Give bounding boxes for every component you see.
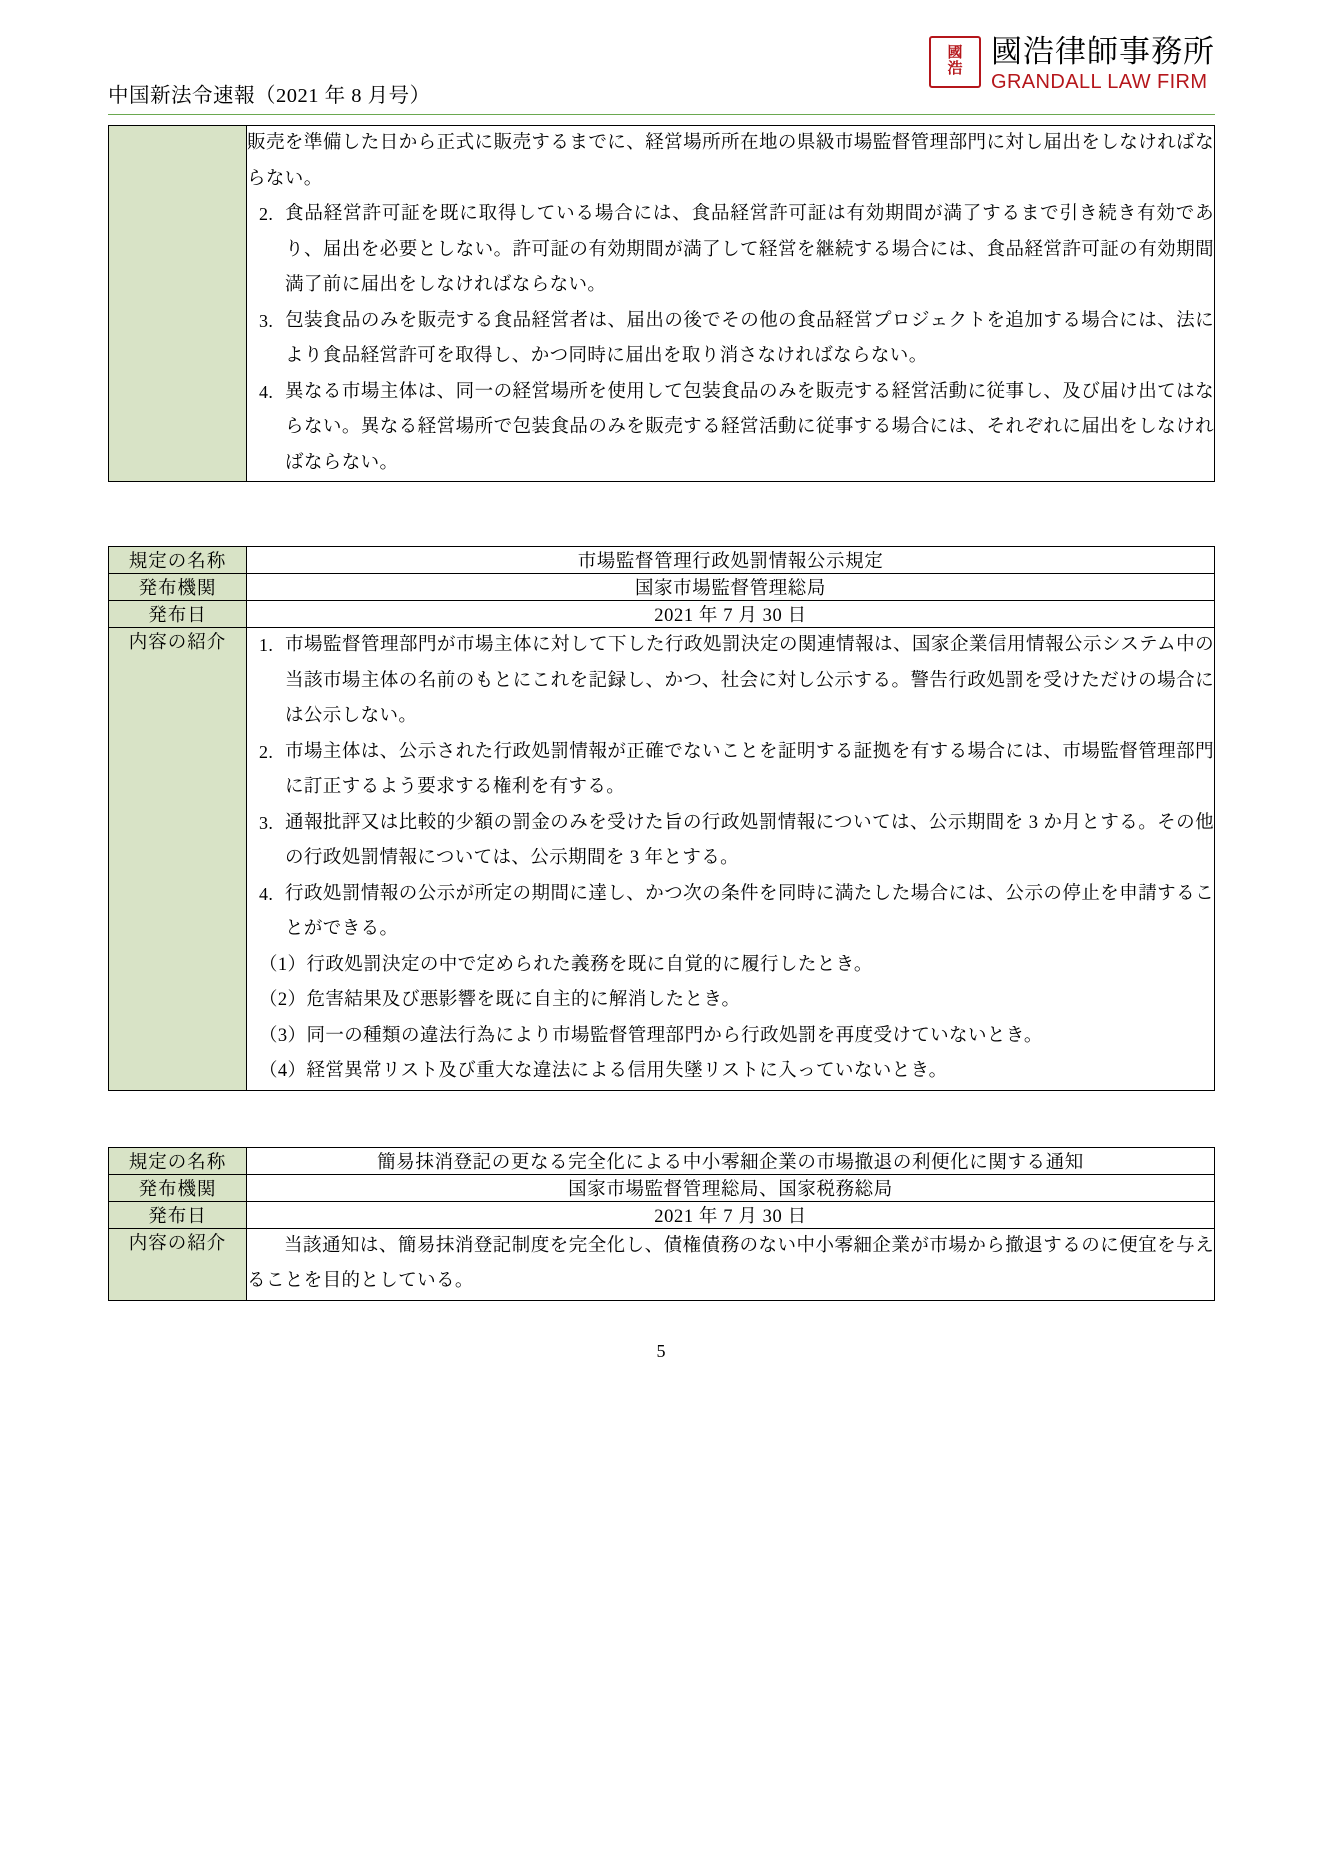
list-item-number: 2. <box>259 741 274 762</box>
document-title: 中国新法令速報（2021 年 8 月号） <box>108 85 431 107</box>
list-item-text: 市場主体は、公示された行政処罰情報が正確でないことを証明する証拠を有する場合には、市場監督管理部門に訂正するよう要求する権利を有する。 <box>285 741 1214 798</box>
sub-item: （2）危害結果及び悪影響を既に自主的に解消したとき。 <box>259 990 741 1011</box>
row-value: 簡易抹消登記の更なる完全化による中小零細企業の市場撤退の利便化に関する通知 <box>247 1147 1215 1174</box>
table-row <box>109 574 1215 601</box>
row-value: 国家市場監督管理総局、国家税務総局 <box>247 1174 1215 1201</box>
list-item-number: 4. <box>259 381 274 402</box>
table-row <box>109 126 1215 482</box>
row-value: 2021 年 7 月 30 日 <box>247 1201 1215 1228</box>
list-item-number: 3. <box>259 812 274 833</box>
list-item <box>247 304 1214 375</box>
list-item-text: 包装食品のみを販売する食品経営者は、届出の後でその他の食品経営プロジェクトを追加する場合には、法により食品経営許可を取得し、かつ同時に届出を取り消さなければならない。 <box>285 310 1214 367</box>
list-item-number: 4. <box>259 883 274 904</box>
list-item <box>247 197 1214 304</box>
firm-logo <box>929 36 1215 94</box>
list-item-text: 食品経営許可証を既に取得している場合には、食品経営許可証は有効期間が満了するまで引き続き有効であり、届出を必要としない。許可証の有効期間が満了して経営を継続する場合には、食品経営許可証の有効期間満了前に届出をしなければならない。 <box>285 204 1214 296</box>
row-value: 市場監督管理行政処罰情報公示規定 <box>247 547 1215 574</box>
sub-item: （3）同一の種類の違法行為により市場監督管理部門から行政処罰を再度受けていないとき。 <box>259 1025 1043 1046</box>
seal-char-bottom: 浩 <box>947 61 963 77</box>
table2-item-list <box>247 628 1214 948</box>
table-continued-content <box>108 125 1215 482</box>
list-item-number: 2. <box>259 204 274 225</box>
table-row <box>109 1201 1215 1228</box>
table1-label-cell <box>109 126 247 482</box>
sub-item: （1）行政処罰決定の中で定められた義務を既に自覚的に履行したとき。 <box>259 954 873 975</box>
seal-icon <box>929 36 981 88</box>
spacer <box>0 1091 1323 1147</box>
page-header <box>0 0 1323 125</box>
list-item <box>247 735 1214 806</box>
spacer <box>0 482 1323 546</box>
table2-content-cell <box>247 628 1215 1091</box>
row-label: 規定の名称 <box>109 1147 247 1174</box>
table3-content-cell <box>247 1228 1215 1300</box>
list-item-text: 行政処罰情報の公示が所定の期間に達し、かつ次の条件を同時に満たした場合には、公示の停止を申請することができる。 <box>285 883 1214 940</box>
row-value: 2021 年 7 月 30 日 <box>247 601 1215 628</box>
table-regulation-3 <box>108 1147 1215 1301</box>
content-paragraph: 当該通知は、簡易抹消登記制度を完全化し、債権債務のない中小零細企業が市場から撤退するのに便宜を与えることを目的としている。 <box>247 1235 1214 1292</box>
list-item-text: 市場監督管理部門が市場主体に対して下した行政処罰決定の関連情報は、国家企業信用情報公示システム中の当該市場主体の名前のもとにこれを記録し、かつ、社会に対し公示する。警告行政処罰を受けただけの場合には公示しない。 <box>285 635 1214 727</box>
row-label: 発布機関 <box>109 574 247 601</box>
list-item <box>247 375 1214 482</box>
list-item <box>247 628 1214 735</box>
table-regulation-2 <box>108 546 1215 1091</box>
firm-name-en: GRANDALL LAW FIRM <box>991 70 1208 93</box>
list-item <box>247 877 1214 948</box>
list-item-text: 異なる市場主体は、同一の経営場所を使用して包装食品のみを販売する経営活動に従事し、及び届け出てはならない。異なる経営場所で包装食品のみを販売する経営活動に従事する場合には、それぞれに届出をしなければならない。 <box>285 381 1214 473</box>
content-label: 内容の紹介 <box>109 628 247 1091</box>
sub-item: （4）経営異常リスト及び重大な違法による信用失墜リストに入っていないとき。 <box>259 1061 948 1082</box>
seal-char-top: 國 <box>947 45 963 62</box>
table-row <box>109 547 1215 574</box>
row-label: 規定の名称 <box>109 547 247 574</box>
list-item-number: 1. <box>259 635 274 656</box>
continued-paragraph: 販売を準備した日から正式に販売するまでに、経営場所所在地の県級市場監督管理部門に対し届出をしなければならない。 <box>247 133 1214 189</box>
table-row <box>109 1228 1215 1300</box>
row-value: 国家市場監督管理総局 <box>247 574 1215 601</box>
table-row <box>109 628 1215 1091</box>
row-label: 発布機関 <box>109 1174 247 1201</box>
row-label: 発布日 <box>109 601 247 628</box>
table-row <box>109 1174 1215 1201</box>
content-label: 内容の紹介 <box>109 1228 247 1300</box>
list-item-number: 3. <box>259 310 274 331</box>
row-label: 発布日 <box>109 1201 247 1228</box>
page-number: 5 <box>656 1340 667 1361</box>
table1-item-list <box>247 197 1214 481</box>
table1-content-cell <box>247 126 1215 482</box>
list-item <box>247 806 1214 877</box>
firm-name-block <box>991 36 1215 94</box>
list-item-text: 通報批評又は比較的少額の罰金のみを受けた旨の行政処罰情報については、公示期間を 3 か月とする。その他の行政処罰情報については、公示期間を 3 年とする。 <box>285 812 1214 869</box>
table-row <box>109 1147 1215 1174</box>
table-row <box>109 601 1215 628</box>
header-divider <box>108 114 1215 115</box>
firm-name-cn: 國浩律師事務所 <box>991 34 1215 69</box>
